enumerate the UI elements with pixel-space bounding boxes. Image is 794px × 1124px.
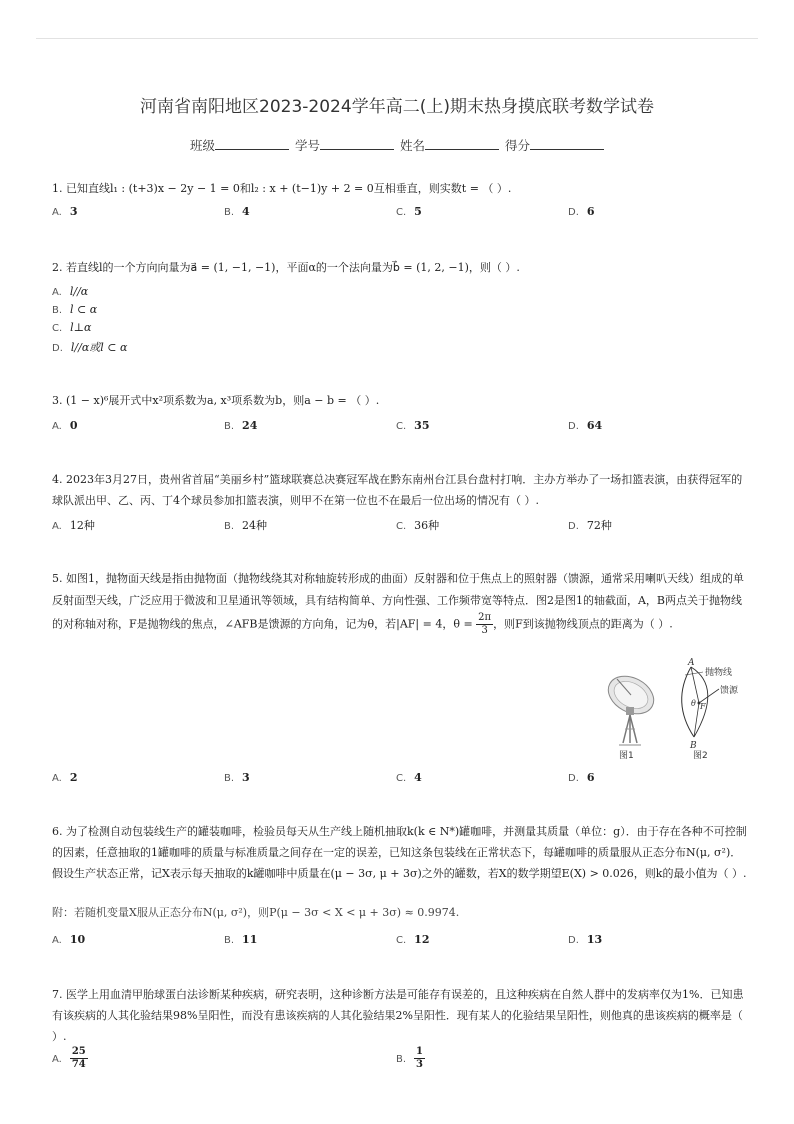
score-label: 得分 bbox=[505, 138, 531, 153]
header-rule bbox=[36, 38, 758, 39]
question-3-options bbox=[52, 419, 752, 437]
option-a bbox=[52, 517, 95, 533]
option-text: 5 bbox=[414, 205, 422, 218]
option-label: B. bbox=[224, 521, 235, 532]
number-blank[interactable] bbox=[320, 137, 394, 150]
option-text: 12 bbox=[414, 933, 430, 946]
fraction-denominator: 3 bbox=[481, 625, 488, 636]
option-d bbox=[568, 205, 595, 218]
option-label: B. bbox=[224, 207, 235, 218]
option-label: C. bbox=[396, 935, 407, 946]
option-label: A. bbox=[52, 287, 62, 298]
option-c bbox=[396, 205, 422, 218]
option-text: 35 bbox=[414, 419, 430, 432]
figure-2-caption: 图2 bbox=[693, 751, 708, 761]
question-stem: 6. 为了检测自动包装线生产的罐装咖啡，检验员每天从生产线上随机抽取k(k ∈ N*)罐咖啡，并测量其质量（单位：g）．由于存在各种不可控制的因素，任意抽取的1罐咖啡的质量与标准质量之间存在一定的误差，已知这条包装线在正常状态下，每罐咖啡的质量服从正态分布N(μ, σ²)．假设生产状态正常，记X表示每天抽取的k罐咖啡中质量在(μ − 3σ, μ + 3σ)之外的罐数，若X的数学期望E(X) > 0.026，则k的最小值为（ ）. bbox=[52, 825, 747, 880]
option-label: A. bbox=[52, 935, 62, 946]
option-text: 64 bbox=[586, 419, 603, 432]
option-label: A. bbox=[52, 421, 62, 432]
figure-1-caption: 图1 bbox=[619, 751, 634, 761]
point-b-label: B bbox=[690, 741, 697, 751]
option-label: C. bbox=[396, 773, 407, 784]
option-c bbox=[396, 517, 439, 533]
option-label: C. bbox=[396, 521, 407, 532]
question-7 bbox=[52, 984, 748, 1047]
name-label: 姓名 bbox=[400, 138, 426, 153]
option-text: l//α bbox=[69, 285, 89, 298]
question-6-note: 附：若随机变量X服从正态分布N(μ, σ²)，则P(μ − 3σ < X < μ + 3σ) ≈ 0.9974. bbox=[52, 906, 460, 919]
option-a bbox=[52, 205, 78, 218]
point-f-label: F bbox=[700, 702, 706, 711]
dish-antenna-figure bbox=[602, 669, 660, 745]
option-a bbox=[52, 1046, 88, 1071]
question-6 bbox=[52, 821, 748, 884]
option-label: A. bbox=[52, 1053, 62, 1065]
option-c bbox=[396, 771, 422, 784]
option-d bbox=[568, 771, 595, 784]
question-1-options bbox=[52, 205, 752, 223]
option-label: D. bbox=[568, 421, 579, 432]
option-label: D. bbox=[568, 773, 579, 784]
option-text: 6 bbox=[586, 205, 595, 218]
fraction-denominator: 74 bbox=[71, 1059, 86, 1070]
question-5-figures bbox=[595, 657, 775, 765]
option-a bbox=[52, 933, 85, 946]
question-7-options bbox=[52, 1046, 752, 1074]
class-blank[interactable] bbox=[215, 137, 289, 150]
option-a bbox=[52, 285, 88, 298]
question-5-options bbox=[52, 771, 752, 789]
fraction-numerator: 2π bbox=[478, 612, 492, 623]
option-c bbox=[396, 933, 429, 946]
question-5 bbox=[52, 568, 748, 637]
option-label: B. bbox=[396, 1053, 407, 1065]
option-label: B. bbox=[52, 305, 63, 316]
option-c bbox=[52, 321, 91, 334]
option-text: 4 bbox=[414, 771, 422, 784]
option-text: l⊥α bbox=[70, 321, 92, 334]
option-d bbox=[568, 517, 612, 533]
option-d bbox=[568, 933, 602, 946]
option-label: D. bbox=[568, 935, 579, 946]
option-label: B. bbox=[224, 773, 235, 784]
option-label: B. bbox=[224, 935, 235, 946]
angle-fraction bbox=[476, 612, 493, 637]
question-stem-part: ，则F到该抛物线顶点的距离为（ ）. bbox=[493, 617, 673, 631]
question-6-options bbox=[52, 933, 752, 951]
option-b bbox=[224, 771, 250, 784]
option-d bbox=[52, 339, 127, 355]
question-stem: 3. (1 − x)⁶展开式中x²项系数为a, x³项系数为b，则a − b = （ ）. bbox=[52, 394, 380, 407]
point-a-label: A bbox=[688, 658, 695, 668]
class-label: 班级 bbox=[190, 138, 216, 153]
fraction-numerator: 1 bbox=[416, 1046, 424, 1057]
option-label: A. bbox=[52, 521, 62, 532]
option-label: C. bbox=[396, 207, 407, 218]
option-b bbox=[52, 303, 97, 316]
option-b bbox=[224, 205, 250, 218]
option-text: 24 bbox=[242, 419, 258, 432]
number-label: 学号 bbox=[295, 138, 321, 153]
option-c bbox=[396, 419, 429, 432]
option-fraction bbox=[70, 1046, 88, 1071]
option-label: B. bbox=[224, 421, 235, 432]
option-b bbox=[224, 517, 267, 533]
fraction-numerator: 25 bbox=[71, 1046, 86, 1057]
option-label: A. bbox=[52, 207, 62, 218]
option-text: 6 bbox=[586, 771, 595, 784]
question-1 bbox=[52, 178, 748, 199]
question-2 bbox=[52, 257, 748, 278]
option-text: l ⊂ α bbox=[70, 303, 98, 316]
option-label: C. bbox=[396, 421, 407, 432]
option-text: l//α或l ⊂ α bbox=[70, 341, 128, 354]
page-title: 河南省南阳地区2023-2024学年高二(上)期末热身摸底联考数学试卷 bbox=[140, 97, 654, 117]
option-text: 24种 bbox=[242, 519, 268, 532]
option-text: 0 bbox=[69, 419, 78, 432]
option-b bbox=[224, 933, 257, 946]
option-b bbox=[396, 1046, 425, 1071]
option-text: 72种 bbox=[586, 519, 612, 532]
theta-label: θ bbox=[691, 699, 696, 708]
option-fraction bbox=[414, 1046, 425, 1071]
figure-svg bbox=[595, 657, 775, 765]
option-text: 10 bbox=[69, 933, 86, 946]
student-info-line bbox=[190, 136, 620, 154]
option-text: 36种 bbox=[414, 519, 440, 532]
option-b bbox=[224, 419, 257, 432]
option-text: 12种 bbox=[69, 519, 95, 532]
question-stem: 7. 医学上用血清甲胎球蛋白法诊断某种疾病，研究表明，这种诊断方法是可能存有误差的，且这种疾病在自然人群中的发病率仅为1%．已知患有该疾病的人其化验结果98%呈阳性，而没有患该疾病的人其化验结果2%呈阳性．现有某人的化验结果呈阳性，则他真的患该疾病的概率是（ ）. bbox=[52, 988, 744, 1043]
option-label: D. bbox=[568, 521, 579, 532]
name-blank[interactable] bbox=[425, 137, 499, 150]
option-text: 2 bbox=[69, 771, 78, 784]
option-label: C. bbox=[52, 323, 63, 334]
option-text: 11 bbox=[242, 933, 258, 946]
fraction-denominator: 3 bbox=[416, 1059, 424, 1070]
option-text: 4 bbox=[242, 205, 250, 218]
question-stem: 4. 2023年3月27日，贵州省首届“美丽乡村”篮球联赛总决赛冠军战在黔东南州台江县台盘村打响．主办方举办了一场扣篮表演，由获得冠军的球队派出甲、乙、丙、丁4个球员参加扣篮表演，则甲不在第一位也不在最后一位出场的情况有（ ）. bbox=[52, 473, 743, 507]
option-a bbox=[52, 419, 78, 432]
question-4 bbox=[52, 469, 748, 511]
option-label: D. bbox=[568, 207, 579, 218]
question-4-options bbox=[52, 517, 752, 535]
score-blank[interactable] bbox=[530, 137, 604, 150]
option-d bbox=[568, 419, 602, 432]
question-stem: 1. 已知直线l₁ : (t+3)x − 2y − 1 = 0和l₂ : x + (t−1)y + 2 = 0互相垂直，则实数t = （ ）. bbox=[52, 182, 512, 195]
question-stem bbox=[52, 568, 748, 637]
question-stem-part: 5. 如图1，抛物面天线是指由抛物面（抛物线绕其对称轴旋转形成的曲面）反射器和位于焦点上的照射器（馈源，通常采用喇叭天线）组成的单反射面型天线，广泛应用于微波和卫星通讯等领域，具有结构简单、方向性强、工作频带宽等特点．图2是图1的轴截面，A，B两点关于抛物线的对称轴对称，F是抛物线的焦点，∠AFB是馈源的方向角，记为θ，若|AF| = 4，θ = bbox=[52, 572, 744, 631]
option-label: D. bbox=[52, 343, 63, 354]
question-stem: 2. 若直线l的一个方向向量为a⃗ = (1, −1, −1)，平面α的一个法向量为b⃗ = (1, 2, −1)，则（ ）. bbox=[52, 261, 520, 274]
option-text: 13 bbox=[586, 933, 603, 946]
question-3 bbox=[52, 390, 748, 411]
option-text: 3 bbox=[69, 205, 78, 218]
option-label: A. bbox=[52, 773, 62, 784]
parabola-label: 抛物线 bbox=[705, 668, 733, 678]
option-text: 3 bbox=[242, 771, 250, 784]
feed-label: 馈源 bbox=[720, 686, 739, 696]
option-a bbox=[52, 771, 78, 784]
